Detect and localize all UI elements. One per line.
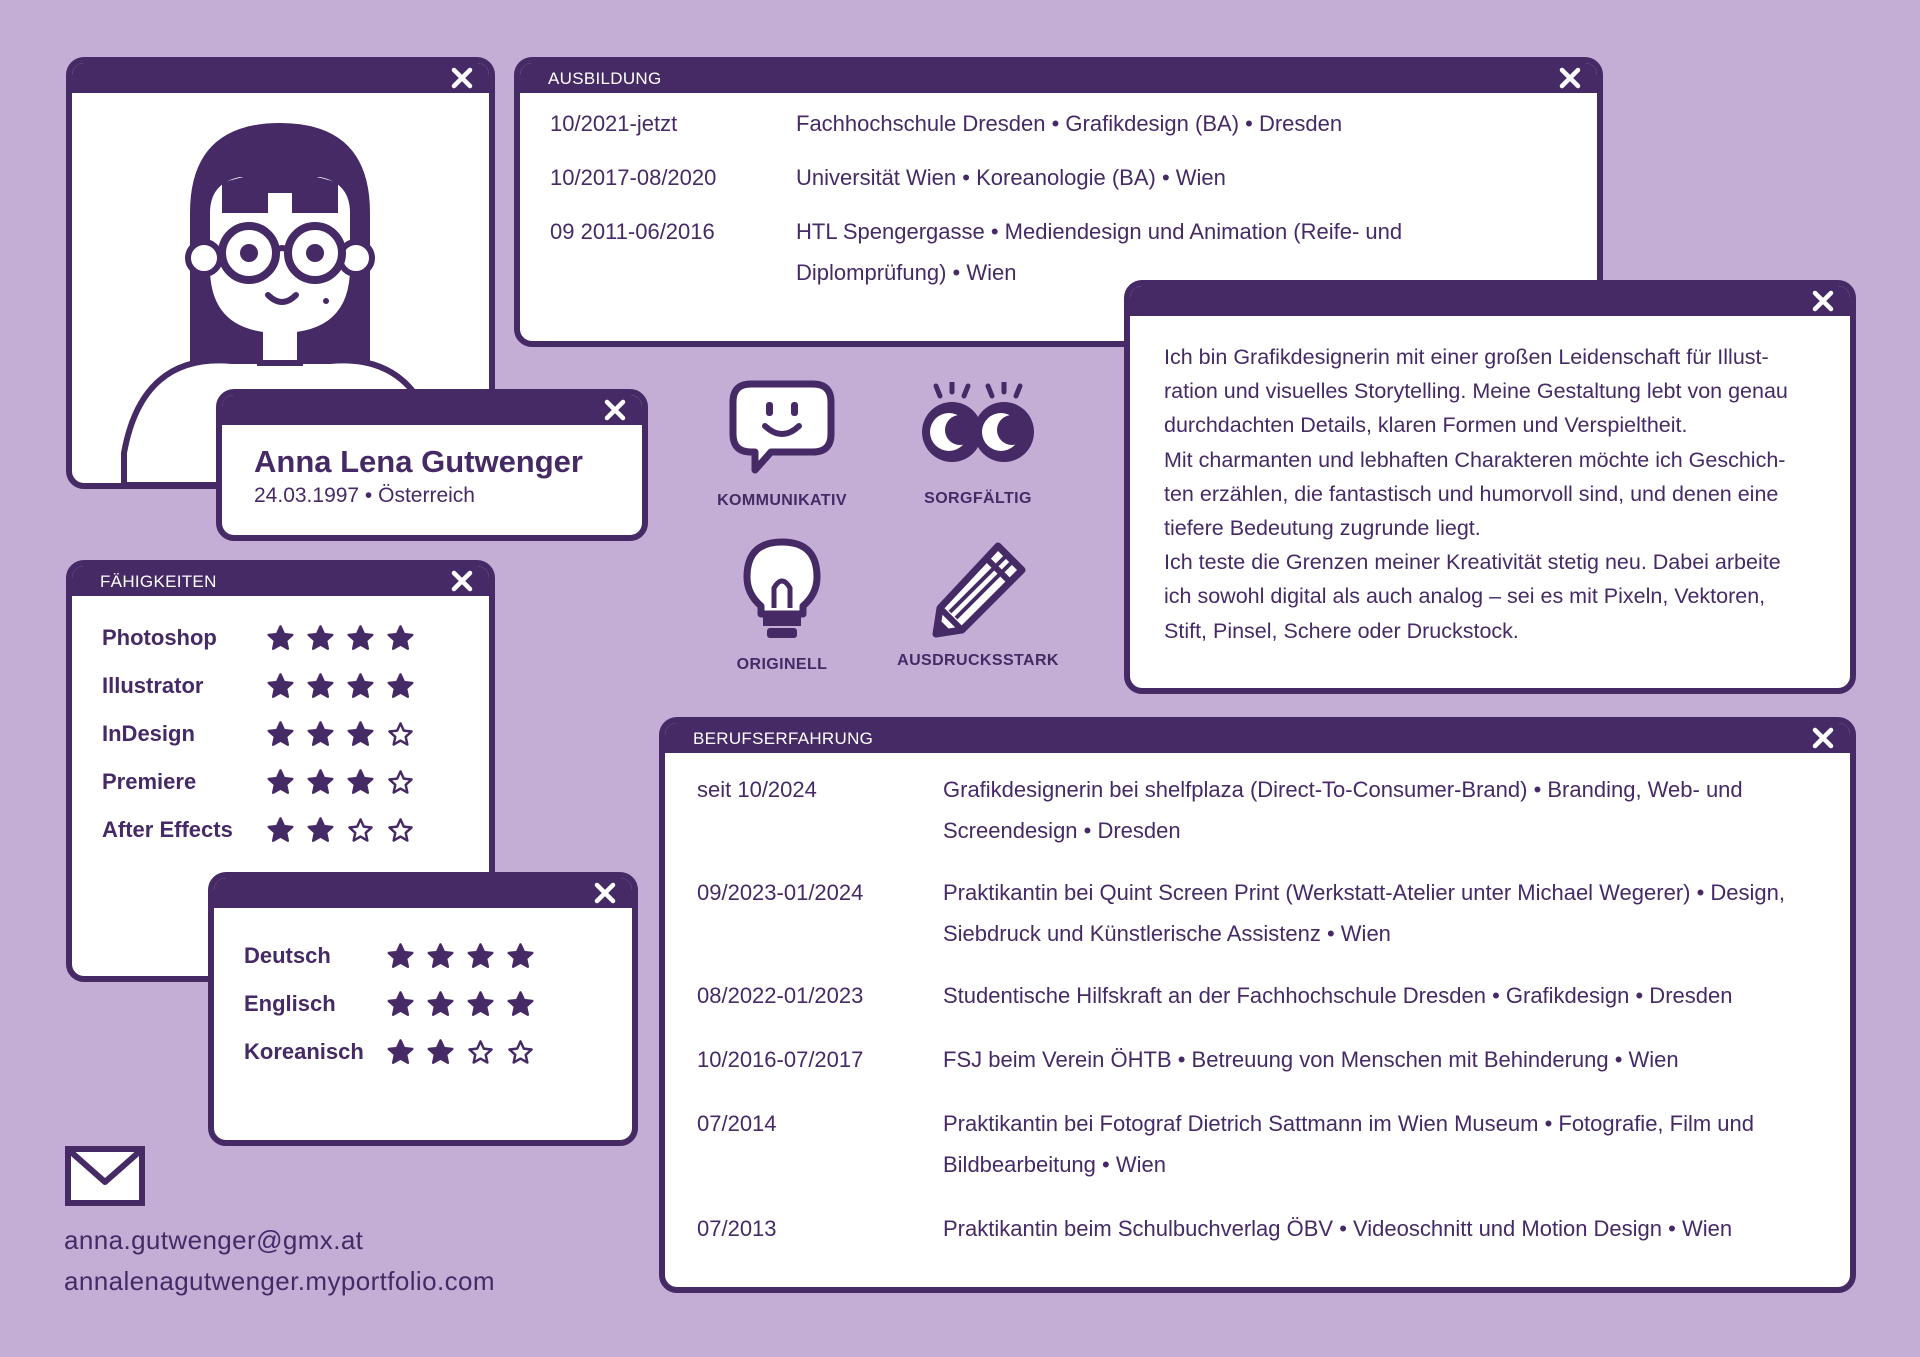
education-date: 10/2017-08/2020 <box>550 165 717 190</box>
star-filled-icon <box>466 990 495 1019</box>
experience-desc-cont: Siebdruck und Künstlerische Assistenz • Wien <box>943 921 1391 946</box>
trait-kommunikativ <box>692 378 872 510</box>
experience-desc: Praktikantin bei Fotograf Dietrich Sattmann im Wien Museum • Fotografie, Film und <box>943 1111 1755 1136</box>
about-line: ten erzählen, die fantastisch und humorvoll sind, und denen eine <box>1164 481 1779 506</box>
languages-list <box>214 908 632 1076</box>
experience-desc-cont: Bildbearbeitung • Wien <box>943 1152 1166 1177</box>
star-filled-icon <box>346 624 375 653</box>
close-icon[interactable] <box>449 568 475 594</box>
speech-bubble-smile-icon <box>727 378 837 476</box>
star-filled-icon <box>346 672 375 701</box>
star-filled-icon <box>266 624 295 653</box>
experience-desc: Praktikantin bei Quint Screen Print (Werkstatt-Atelier unter Michael Wegerer) • Design, <box>943 880 1785 905</box>
star-filled-icon <box>386 672 415 701</box>
star-filled-icon <box>346 768 375 797</box>
skill-rating <box>266 624 415 653</box>
experience-window-titlebar <box>665 723 1850 753</box>
experience-date: seit 10/2024 <box>697 777 817 802</box>
about-line: ration und visuelles Storytelling. Meine Gestaltung lebt von genau <box>1164 379 1788 404</box>
star-filled-icon <box>306 624 335 653</box>
skill-row <box>102 710 489 758</box>
skill-rating <box>266 816 415 845</box>
education-desc: Universität Wien • Koreanologie (BA) • Wien <box>796 165 1226 190</box>
trait-originell <box>692 536 872 674</box>
close-icon[interactable] <box>1810 725 1836 751</box>
about-line: ich sowohl digital als auch analog – sei es mit Pixeln, Vektoren, <box>1164 584 1766 609</box>
star-filled-icon <box>466 942 495 971</box>
education-window-titlebar <box>520 63 1597 93</box>
experience-desc-cont: Screendesign • Dresden <box>943 818 1181 843</box>
pencil-icon <box>928 540 1028 638</box>
education-row <box>550 157 1597 198</box>
eyes-icon <box>916 382 1040 476</box>
star-empty-icon <box>386 720 415 749</box>
profile-name: Anna Lena Gutwenger <box>254 444 583 479</box>
language-rating <box>386 1038 535 1067</box>
skill-rating <box>266 672 415 701</box>
star-filled-icon <box>306 816 335 845</box>
experience-date: 07/2014 <box>697 1111 777 1136</box>
skill-rating <box>266 768 415 797</box>
about-text <box>1130 316 1850 648</box>
language-row <box>244 1028 632 1076</box>
star-filled-icon <box>506 942 535 971</box>
experience-window <box>659 717 1856 1293</box>
about-line: tiefere Bedeutung zugrunde liegt. <box>1164 516 1481 541</box>
about-window-titlebar <box>1130 286 1850 316</box>
education-desc: HTL Spengergasse • Mediendesign und Animation (Reife- und <box>796 219 1403 244</box>
close-icon[interactable] <box>449 65 475 91</box>
name-window-titlebar <box>222 395 642 425</box>
about-line: Ich bin Grafikdesignerin mit einer großen Leidenschaft für Illust- <box>1164 345 1769 369</box>
experience-row <box>697 769 1850 851</box>
star-filled-icon <box>386 624 415 653</box>
trait-label: KOMMUNIKATIV <box>717 492 847 509</box>
experience-row <box>697 1039 1850 1080</box>
experience-list <box>665 753 1850 1249</box>
trait-label: AUSDRUCKSSTARK <box>897 652 1059 669</box>
star-filled-icon <box>426 942 455 971</box>
experience-row <box>697 1208 1850 1249</box>
star-filled-icon <box>266 816 295 845</box>
language-name: Deutsch <box>244 943 331 968</box>
skills-window-titlebar <box>72 566 489 596</box>
experience-row <box>697 1103 1850 1185</box>
experience-date: 10/2016-07/2017 <box>697 1047 864 1072</box>
contact-email[interactable]: anna.gutwenger@gmx.at <box>64 1225 364 1255</box>
star-empty-icon <box>386 816 415 845</box>
star-filled-icon <box>266 672 295 701</box>
experience-date: 09/2023-01/2024 <box>697 880 864 905</box>
languages-window-titlebar <box>214 878 632 908</box>
trait-ausdrucksstark <box>888 540 1068 670</box>
star-empty-icon <box>466 1038 495 1067</box>
star-filled-icon <box>386 1038 415 1067</box>
close-icon[interactable] <box>592 880 618 906</box>
star-filled-icon <box>266 720 295 749</box>
education-desc: Fachhochschule Dresden • Grafikdesign (BA) • Dresden <box>796 111 1343 136</box>
star-filled-icon <box>426 990 455 1019</box>
about-line: Ich teste die Grenzen meiner Kreativität stetig neu. Dabei arbeite <box>1164 550 1781 575</box>
star-filled-icon <box>306 720 335 749</box>
language-row <box>244 980 632 1028</box>
language-name: Englisch <box>244 991 336 1016</box>
close-icon[interactable] <box>1810 288 1836 314</box>
experience-desc: Studentische Hilfskraft an der Fachhochschule Dresden • Grafikdesign • Dresden <box>943 983 1733 1008</box>
experience-row <box>697 872 1850 954</box>
education-date: 09 2011-06/2016 <box>550 219 715 244</box>
experience-title: BERUFSERFAHRUNG <box>693 729 874 748</box>
trait-sorgfaeltig <box>888 382 1068 508</box>
about-line: durchdachten Details, klaren Formen und Verspieltheit. <box>1164 413 1688 438</box>
profile-birth: 24.03.1997 • Österreich <box>254 484 475 507</box>
skill-name: Premiere <box>102 769 197 794</box>
experience-desc: Praktikantin beim Schulbuchverlag ÖBV • Videoschnitt und Motion Design • Wien <box>943 1216 1733 1241</box>
close-icon[interactable] <box>1557 65 1583 91</box>
skill-row <box>102 806 489 854</box>
about-window <box>1124 280 1856 694</box>
star-filled-icon <box>346 720 375 749</box>
about-line: Mit charmanten und lebhaften Charakteren möchte ich Geschich- <box>1164 447 1786 472</box>
portrait-window-titlebar <box>72 63 489 93</box>
education-row <box>550 103 1597 144</box>
star-filled-icon <box>266 768 295 797</box>
star-empty-icon <box>386 768 415 797</box>
skills-title: FÄHIGKEITEN <box>100 572 217 591</box>
trait-label: SORGFÄLTIG <box>924 490 1032 507</box>
skill-row <box>102 758 489 806</box>
star-filled-icon <box>306 672 335 701</box>
skill-name: Photoshop <box>102 625 217 650</box>
education-title: AUSBILDUNG <box>548 69 662 88</box>
mail-icon[interactable] <box>65 1146 145 1206</box>
star-filled-icon <box>506 990 535 1019</box>
experience-row <box>697 975 1850 1016</box>
skill-row <box>102 662 489 710</box>
star-filled-icon <box>386 990 415 1019</box>
star-filled-icon <box>426 1038 455 1067</box>
language-rating <box>386 942 535 971</box>
experience-desc: Grafikdesignerin bei shelfplaza (Direct-To-Consumer-Brand) • Branding, Web- und <box>943 777 1743 802</box>
contact-website[interactable]: annalenagutwenger.myportfolio.com <box>64 1266 495 1296</box>
skill-name: InDesign <box>102 721 195 746</box>
language-name: Koreanisch <box>244 1039 364 1064</box>
education-date: 10/2021-jetzt <box>550 111 678 136</box>
close-icon[interactable] <box>602 397 628 423</box>
trait-label: ORIGINELL <box>736 656 828 673</box>
name-window <box>216 389 648 541</box>
education-desc-cont: Diplomprüfung) • Wien <box>796 260 1017 285</box>
star-filled-icon <box>386 942 415 971</box>
skills-list <box>72 596 489 854</box>
about-line: Stift, Pinsel, Schere oder Druckstock. <box>1164 618 1519 643</box>
skill-rating <box>266 720 415 749</box>
language-rating <box>386 990 535 1019</box>
star-empty-icon <box>506 1038 535 1067</box>
skill-name: After Effects <box>102 817 233 842</box>
skill-row <box>102 614 489 662</box>
star-filled-icon <box>306 768 335 797</box>
lightbulb-icon <box>741 536 823 642</box>
star-empty-icon <box>346 816 375 845</box>
language-row <box>244 932 632 980</box>
experience-desc: FSJ beim Verein ÖHTB • Betreuung von Menschen mit Behinderung • Wien <box>943 1047 1679 1072</box>
skill-name: Illustrator <box>102 673 204 698</box>
languages-window <box>208 872 638 1146</box>
experience-date: 07/2013 <box>697 1216 777 1241</box>
experience-date: 08/2022-01/2023 <box>697 983 864 1008</box>
